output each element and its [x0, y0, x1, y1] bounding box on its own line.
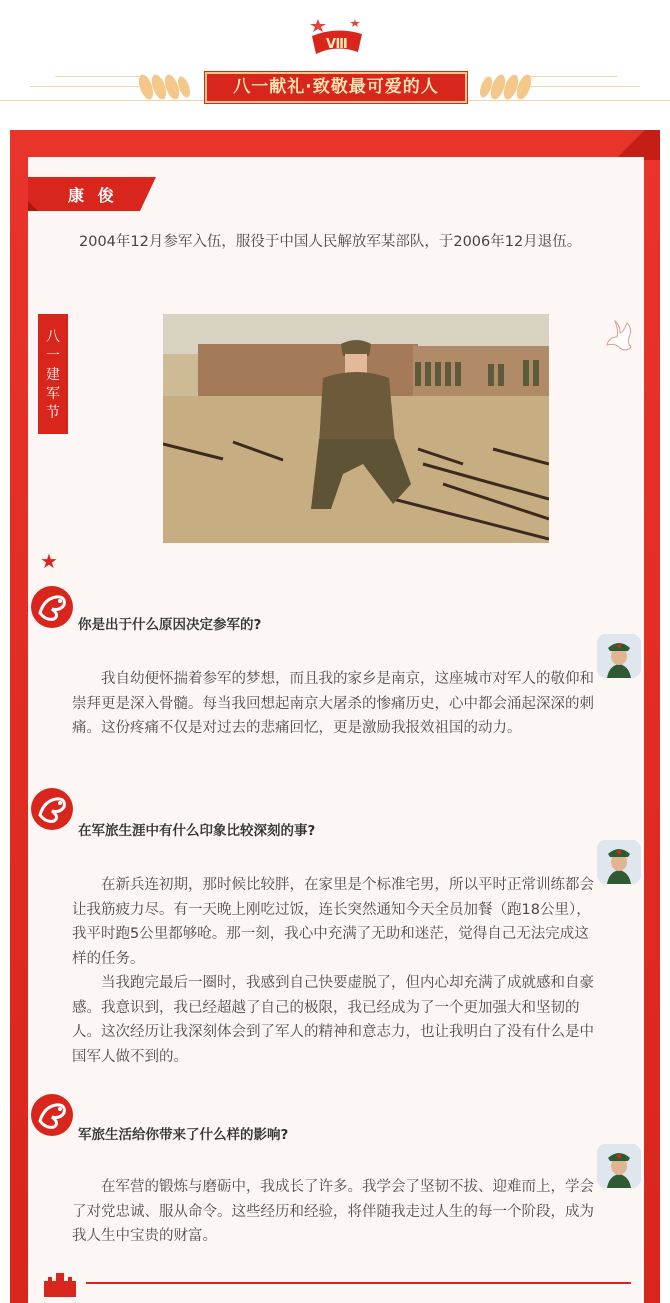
soldier-avatar — [597, 840, 641, 884]
answer-paragraph: 我自幼便怀揣着参军的梦想，而且我的家乡是南京，这座城市对军人的敬仰和崇拜更是深入骨髓。每当我回想起南京大屠杀的惨痛历史，心中都会涌起深深的刺痛。这份疼痛不仅是对过去的悲痛回忆，更是激励我报效祖国的动力。 — [72, 671, 594, 736]
answer-paragraph: 在新兵连初期，那时候比较胖，在家里是个标准宅男，所以平时正常训练都会让我筋疲力尽。有一天晚上刚吃过饭，连长突然通知今天全员加餐（跑18公里），我平时跑5公里都够呛。那一刻，我心中充满了无助和迷茫，觉得自己无法完成这样的任务。 — [72, 877, 594, 967]
header — [0, 0, 670, 130]
dragon-icon — [30, 585, 74, 629]
answer-paragraph: 当我跑完最后一圈时，我感到自己快要虚脱了，但内心却充满了成就感和自豪感。我意识到，我已经超越了自己的极限，我已经成为了一个更加强大和坚韧的人。这次经历让我深刻体会到了军人的精神和意志力，也让我明白了没有什么是中国军人做不到的。 — [72, 975, 594, 1065]
wheat-icon — [134, 66, 194, 108]
side-label-char: 军 — [46, 386, 60, 402]
dragon-icon — [30, 787, 74, 831]
deco-line-right — [530, 86, 640, 87]
deco-line-left — [30, 86, 140, 87]
star-icon: ★ — [40, 549, 58, 573]
answer-1 — [72, 667, 602, 741]
answer-3 — [72, 1175, 602, 1249]
party-flag-icon — [306, 18, 366, 56]
great-wall-icon — [42, 1269, 78, 1297]
answer-2 — [72, 873, 602, 1069]
side-label-char: 建 — [46, 367, 60, 383]
footer-divider — [86, 1282, 631, 1284]
question-3: 军旅生活给你带来了什么样的影响? — [78, 1127, 289, 1143]
soldier-avatar — [597, 634, 641, 678]
side-label-char: 节 — [46, 405, 60, 421]
page-title: 八一献礼·致敬最可爱的人 — [205, 72, 467, 103]
frame-corner — [600, 130, 660, 160]
svg-text:Ⅷ: Ⅷ — [326, 37, 348, 52]
dragon-icon — [30, 1093, 74, 1137]
soldier-avatar — [597, 1144, 641, 1188]
answer-paragraph: 在军营的锻炼与磨砺中，我成长了许多。我学会了坚韧不拔、迎难而上，学会了对党忠诚、服从命令。这些经历和经验，将伴随我走过人生的每一个阶段，成为我人生中宝贵的财富。 — [72, 1179, 594, 1244]
side-label-char: 八 — [46, 329, 60, 345]
content-frame — [10, 130, 660, 1303]
question-1: 你是出于什么原因决定参军的? — [78, 617, 262, 633]
question-2: 在军旅生涯中有什么印象比较深刻的事? — [78, 823, 316, 839]
deco-line-left — [55, 76, 145, 77]
name-tag — [28, 177, 156, 211]
wheat-icon — [476, 66, 536, 108]
dove-icon — [605, 317, 635, 357]
soldier-photo — [163, 314, 549, 543]
side-label — [38, 314, 68, 434]
side-label-char: 一 — [46, 348, 60, 364]
intro-text: 2004年12月参军入伍，服役于中国人民解放军某部队，于2006年12月退伍。 — [79, 234, 582, 250]
person-name: 康 俊 — [68, 186, 118, 205]
content-paper — [28, 157, 644, 1303]
deco-line-right — [528, 76, 618, 77]
